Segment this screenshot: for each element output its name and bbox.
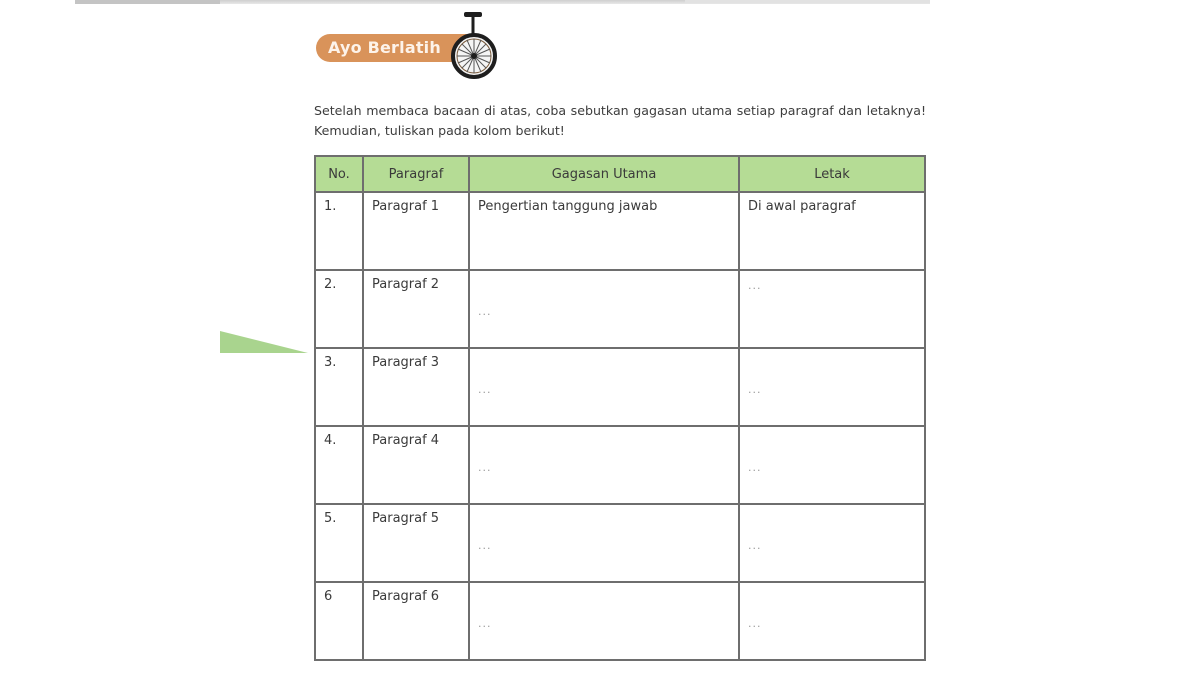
cell-letak[interactable]: ... xyxy=(739,426,925,504)
cell-no: 4. xyxy=(315,426,363,504)
cell-gagasan[interactable]: Pengertian tanggung jawab xyxy=(469,192,739,270)
cell-paragraf: Paragraf 1 xyxy=(363,192,469,270)
instructions-text: Setelah membaca bacaan di atas, coba sebutkan gagasan utama setiap paragraf dan letaknya! Kemudian, tuliskan pada kolom berikut! xyxy=(314,103,926,138)
table-row xyxy=(315,192,925,270)
table-header-row xyxy=(315,156,925,192)
cell-letak[interactable]: ... xyxy=(739,348,925,426)
column-header-paragraf: Paragraf xyxy=(363,156,469,192)
section-banner-label: Ayo Berlatih xyxy=(328,38,441,57)
table-row xyxy=(315,582,925,660)
green-pointer-decoration xyxy=(220,331,308,353)
cell-gagasan[interactable]: ... xyxy=(469,270,739,348)
table-row xyxy=(315,270,925,348)
column-header-gagasan-utama: Gagasan Utama xyxy=(469,156,739,192)
table-row xyxy=(315,348,925,426)
top-edge-segment xyxy=(75,0,220,4)
top-edge-segment xyxy=(685,0,930,3)
cell-letak[interactable]: ... xyxy=(739,504,925,582)
cell-letak[interactable]: ... xyxy=(739,582,925,660)
cell-no: 6 xyxy=(315,582,363,660)
unicycle-icon xyxy=(448,10,502,80)
column-header-letak: Letak xyxy=(739,156,925,192)
cell-gagasan[interactable]: ... xyxy=(469,582,739,660)
cell-paragraf: Paragraf 6 xyxy=(363,582,469,660)
cell-gagasan[interactable]: ... xyxy=(469,504,739,582)
table-row xyxy=(315,504,925,582)
cell-letak[interactable]: ... xyxy=(739,270,925,348)
cell-no: 1. xyxy=(315,192,363,270)
cell-no: 2. xyxy=(315,270,363,348)
cell-paragraf: Paragraf 4 xyxy=(363,426,469,504)
page-top-edge xyxy=(75,0,930,4)
answer-table xyxy=(314,155,926,661)
cell-gagasan[interactable]: ... xyxy=(469,426,739,504)
cell-no: 5. xyxy=(315,504,363,582)
table-row xyxy=(315,426,925,504)
cell-no: 3. xyxy=(315,348,363,426)
column-header-no: No. xyxy=(315,156,363,192)
cell-paragraf: Paragraf 5 xyxy=(363,504,469,582)
cell-paragraf: Paragraf 3 xyxy=(363,348,469,426)
cell-letak[interactable]: Di awal paragraf xyxy=(739,192,925,270)
cell-gagasan[interactable]: ... xyxy=(469,348,739,426)
cell-paragraf: Paragraf 2 xyxy=(363,270,469,348)
